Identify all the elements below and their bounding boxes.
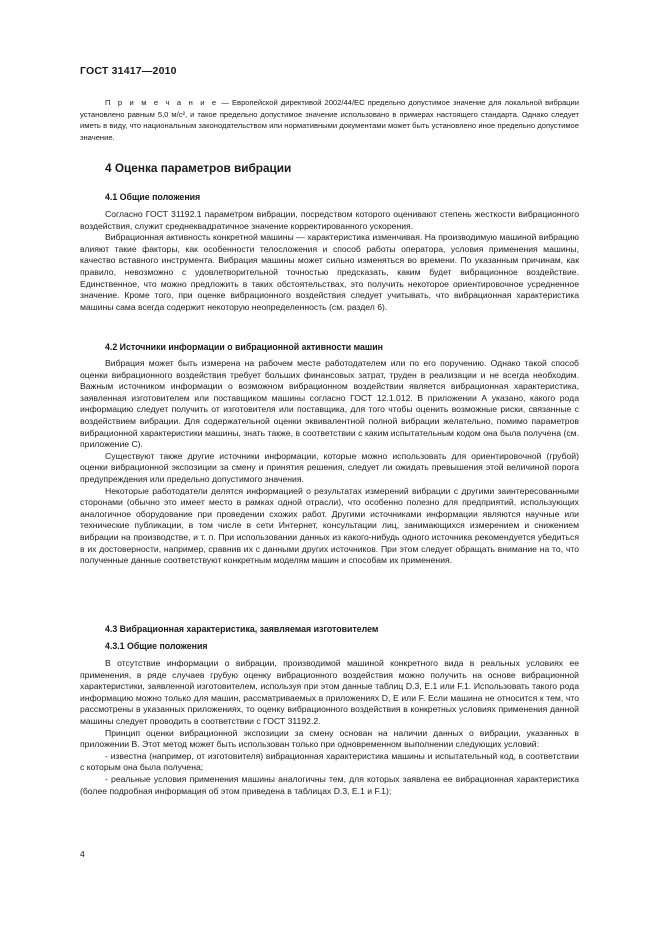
subsection-4-1-title: 4.1 Общие положения xyxy=(105,192,201,202)
paragraph: Вибрация может быть измерена на рабочем месте работодателем или по его поручению. Однако такой способ оценки вибрационного воздействия требует больших финансовых затрат, труден в реализации и не всегда необходим. Важным источником информации о возможном вибрационном воздействии является вибрационная характеристика, заявленная изготовителем или поставщиком машины согласно ГОСТ 12.1.012. В приложении А указано, какого рода информацию следует получить от изготовителя или поставщика, для того чтобы оценить возможные риски, связанные с воздействием вибрации. Для содержательной оценки эквивалентной полной вибрации желательно, помимо параметров вибрационной характеристики машины, знать также, в соответствии с каким испытательным кодом она была получена (см. приложение С). xyxy=(80,358,579,450)
paragraph: Вибрационная активность конкретной машины — характеристика изменчивая. На производимую машиной вибрацию влияют такие факторы, как особенности телосложения и способ работы оператора, условия применения машины, качество вставного инструмента. Вибрация машины может сильно изменяться во времени. По указанным причинам, как правило, невозможно с удовлетворительной точностью предсказать, каким будет вибрационное воздействие. Единственное, что можно предложить в таких обстоятельствах, это получить некоторое ориентировочное усредненное значение. Кроме того, при оценке вибрационного воздействия следует учитывать, что вибрационная характеристика машины сама всегда содержит некоторую неопределенность (см. раздел 6). xyxy=(80,232,579,312)
paragraph: - известна (например, от изготовителя) вибрационная характеристика машины и испытательный код, в соответствии с которым она была получена; xyxy=(80,750,579,773)
subsection-4-1-body xyxy=(80,209,579,313)
note-text: — Европейской директивой 2002/44/ЕС предельно допустимое значение для локальной вибрации установлено равным 5,0 м/с², и такое предельно допустимое значение использовано в примерах настоящего стандарта. Однако следует иметь в виду, что национальным законодательством или нормативными документами может быть установлено иное предельно допустимое значение. xyxy=(80,98,579,142)
standard-header: ГОСТ 31417—2010 xyxy=(80,65,177,77)
note-label: П р и м е ч а н и е xyxy=(105,98,219,107)
subsection-4-2-title: 4.2 Источники информации о вибрационной активности машин xyxy=(105,342,383,352)
paragraph: Существуют также другие источники информации, которые можно использовать для ориентировочной (грубой) оценки вибрационной экспозиции за смену и принятия решения, следует ли ожидать превышения этой величиной порога предупреждения или предельно допустимого значения. xyxy=(80,450,579,484)
section-4-title: 4 Оценка параметров вибрации xyxy=(105,161,292,175)
subsection-4-3-1-title: 4.3.1 Общие положения xyxy=(105,641,208,651)
subsection-4-3-1-body xyxy=(80,658,579,797)
page-number: 4 xyxy=(80,849,85,859)
paragraph: - реальные условия применения машины аналогичны тем, для которых заявлена ее вибрационная характеристика (более подробная информация об этом приведена в таблицах D.3, Е.1 и F.1); xyxy=(80,773,579,796)
paragraph: Согласно ГОСТ 31192.1 параметром вибрации, посредством которого оценивают степень жесткости вибрационного воздействия, служит среднеквадратичное значение корректированного ускорения. xyxy=(80,209,579,231)
paragraph: В отсутствие информации о вибрации, производимой машиной конкретного вида в реальных условиях ее применения, в ряде случаев грубую оценку вибрационного воздействия можно получить на основе вибрационной характеристики, заявленной изготовителем, используя при этом данные таблиц D.3, Е.1 или F.1. Использовать такого рода информацию можно только для машин, рассматриваемых в приложениях D, Е или F. Если машина не относится к тем, что рассмотрены в указанных приложениях, то оценку вибрационного воздействия в конкретных условиях применения данной машины следует проводить в соответствии с ГОСТ 31192.2. xyxy=(80,658,579,726)
subsection-4-2-body xyxy=(80,358,579,567)
paragraph: Принцип оценки вибрационной экспозиции за смену основан на наличии данных о вибрации, указанных в приложении В. Этот метод может быть использован только при одновременном выполнении следующих условий: xyxy=(80,727,579,750)
paragraph: Некоторые работодатели делятся информацией о результатах измерений вибрации с другими заинтересованными сторонами (обычно это имеет место в рамках одной отрасли), что особенно полезно для предприятий, использующих аналогичное оборудование при проведении схожих работ. Другими источниками информации являются научные или технические публикации, в том числе в сети Интернет, консультации лиц, занимающихся измерением и снижением вибрации на производстве, и т. п. При использовании данных из какого-нибудь одного источника рекомендуется убедиться в их достоверности, например, сравнив их с данными других источников. При этом следует обращать внимание на то, что полученные данные соответствуют конкретным моделям машин и способам их применения. xyxy=(80,485,579,566)
subsection-4-3-title: 4.3 Вибрационная характеристика, заявляемая изготовителем xyxy=(105,624,379,634)
note-block xyxy=(80,97,579,143)
